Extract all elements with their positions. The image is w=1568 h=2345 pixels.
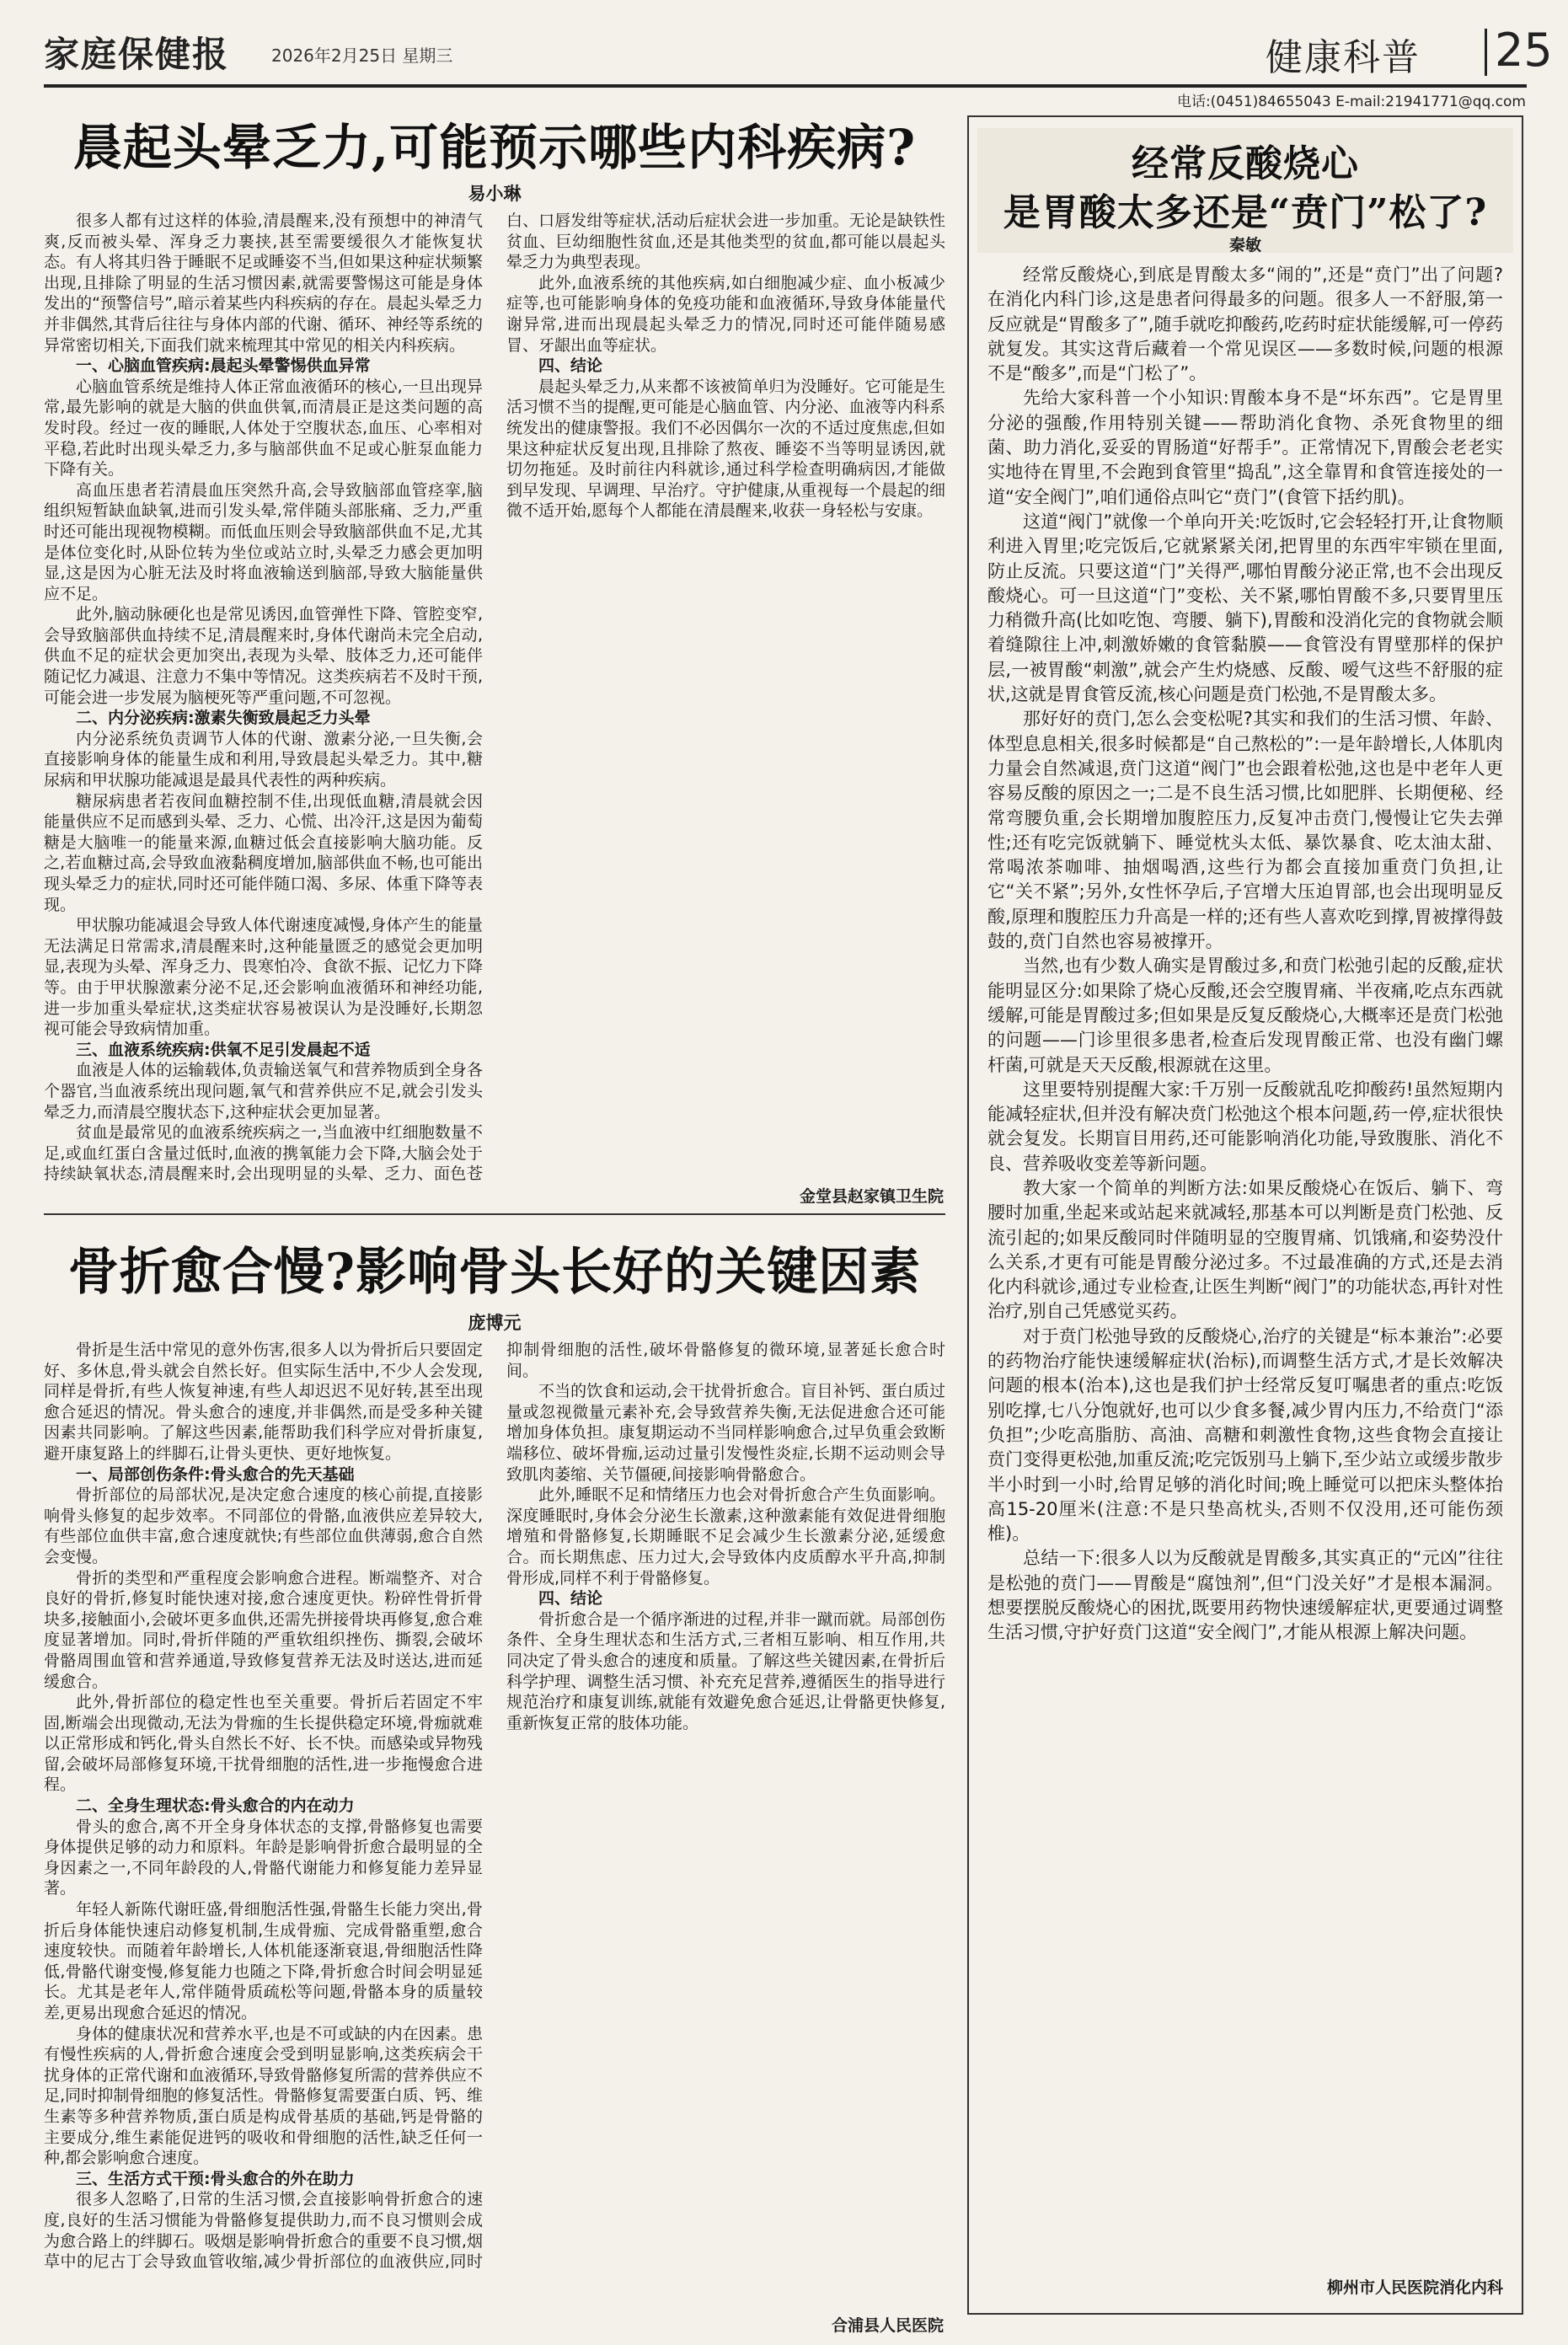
article1-source: 金堂县赵家镇卫生院 [799,1187,944,1206]
article1-paragraph: 此外,脑动脉硬化也是常见诱因,血管弹性下降、管腔变窄,会导致脑部供血持续不足,清晨醒来时,身体代谢尚未完全启动,供血不足的症状会更加突出,表现为头晕、肢体乏力,还可能伴随记忆力减退、注意力不集中等情况。这类疾病若不及时干预,可能会进一步发展为脑梗死等严重问题,不可忽视。 [44,605,483,707]
article2-paragraph: 此外,睡眠不足和情绪压力也会对骨折愈合产生负面影响。深度睡眠时,身体会分泌生长激素,这种激素能有效促进骨细胞增殖和骨骼修复,长期睡眠不足会减少生长激素分泌,延缓愈合。而长期焦虑、压力过大,会导致体内皮质醇水平升高,抑制骨形成,同样不利于骨骼修复。 [506,1486,945,1587]
article3-paragraph: 当然,也有少数人确实是胃酸过多,和贲门松弛引起的反酸,症状能明显区分:如果除了烧心反酸,还会空腹胃痛、半夜痛,吃点东西就缓解,可能是胃酸过多;但如果是反复反酸烧心,大概率还是贲门松弛的问题——门诊里很多患者,检查后发现胃酸正常、也没有幽门螺杆菌,可就是天天反酸,根源就在这里。 [987,956,1503,1075]
article3-paragraph: 教大家一个简单的判断方法:如果反酸烧心在饭后、躺下、弯腰时加重,坐起来或站起来就减轻,那基本可以判断是贲门松弛、反流引起的;如果反酸同时伴随明显的空腹胃痛、饥饿痛,和姿势没什么关系,才更有可能是胃酸分泌过多。不过最准确的方式,还是去消化内科就诊,通过专业检查,让医生判断“阀门”的功能状态,再针对性治疗,别自己凭感觉买药。 [987,1177,1503,1322]
page-number: 25 [1495,24,1553,77]
article1-paragraph: 贫血是最常见的血液系统疾病之一,当血液中红细胞数量不足,或血红蛋白含量过低时,血液的携氧能力会下降,大脑会处于持续缺氧状态,清晨醒来时,会出现明显的头晕、乏力、面色苍白、口唇发绀等症状,活动后症状会进一步加重。无论是缺铁性贫血、巨幼细胞性贫血,还是其他类型的贫血,都可能以晨起头晕乏力为典型表现。 [44,211,945,1184]
newspaper-name: 家庭保健报 [44,34,230,75]
article2-paragraph: 骨头的愈合,离不开全身身体状态的支撑,骨骼修复也需要身体提供足够的动力和原料。年龄是影响骨折愈合最明显的全身因素之一,不同年龄段的人,骨骼代谢能力和修复能力差异显著。 [44,1817,483,1898]
article1-subheading: 二、内分泌疾病:激素失衡致晨起乏力头晕 [76,709,371,728]
article1-paragraph: 此外,血液系统的其他疾病,如白细胞减少症、血小板减少症等,也可能影响身体的免疫功能和血液循环,导致身体能量代谢异常,进而出现晨起头晕乏力的情况,同时还可能伴随易感冒、牙龈出血等症状。 [506,273,945,355]
article1-paragraph: 晨起头晕乏力,从来都不该被简单归为没睡好。它可能是生活习惯不当的提醒,更可能是心脑血管、内分泌、血液等内科系统发出的健康警报。我们不必因偶尔一次的不适过度焦虑,但如果这种症状反复出现,且排除了熬夜、睡姿不当等明显诱因,就切勿拖延。及时前往内科就诊,通过科学检查明确病因,才能做到早发现、早调理、早治疗。守护健康,从重视每一个晨起的细微不适开始,愿每个人都能在清晨醒来,收获一身轻松与安康。 [506,377,945,521]
article3-body [987,263,1503,2260]
article1-author: 易小琳 [468,184,522,204]
masthead [44,24,1553,84]
article2-body [44,1340,945,2309]
article2-subheading: 一、局部创伤条件:骨头愈合的先天基础 [76,1464,355,1484]
article3-author: 秦敏 [1228,236,1261,254]
masthead-separator [1485,29,1487,76]
section-title: 健康科普 [1266,36,1421,79]
article1-subheading: 一、心脑血管疾病:晨起头晕警惕供血异常 [76,356,371,376]
article2-paragraph: 不当的饮食和运动,会干扰骨折愈合。盲目补钙、蛋白质过量或忽视微量元素补充,会导致营养失衡,无法促进愈合还可能增加身体负担。康复期运动不当同样影响愈合,过早负重会致断端移位、破坏骨痂,运动过量引发慢性炎症,长期不运动则会导致肌肉萎缩、关节僵硬,间接影响骨骼愈合。 [506,1382,945,1484]
article1-subheading: 三、血液系统疾病:供氧不足引发晨起不适 [76,1040,371,1059]
article1-body [44,211,945,1197]
article3-paragraph: 经常反酸烧心,到底是胃酸太多“闹的”,还是“贲门”出了问题?在消化内科门诊,这是患者问得最多的问题。很多人一不舒服,第一反应就是“胃酸多了”,随手就吃抑酸药,吃药时症状能缓解,可一停药就复发。其实这背后藏着一个常见误区——多数时候,问题的根源不是“酸多”,而是“门松了”。 [987,265,1503,384]
article1-paragraph: 很多人都有过这样的体验,清晨醒来,没有预想中的神清气爽,反而被头晕、浑身乏力裹挟,甚至需要缓很久才能恢复状态。有人将其归咎于睡眠不足或睡姿不当,但如果这种症状频繁出现,且排除了明显的生活习惯因素,就需要警惕这可能是身体发出的“预警信号”,暗示着某些内科疾病的存在。晨起头晕乏力并非偶然,其背后往往与身体内部的代谢、循环、神经等系统的异常密切相关,下面我们就来梳理其中常见的相关内科疾病。 [44,211,483,355]
article1-paragraph: 血液是人体的运输载体,负责输送氧气和营养物质到全身各个器官,当血液系统出现问题,氧气和营养供应不足,就会引发头晕乏力,而清晨空腹状态下,这种症状会更加显著。 [44,1061,483,1122]
article2-subheading: 四、结论 [538,1589,603,1609]
masthead-rule [44,84,1527,88]
article3-title-line1: 经常反酸烧心 [1132,142,1359,185]
article2-paragraph: 身体的健康状况和营养水平,也是不可或缺的内在因素。患有慢性疾病的人,骨折愈合速度会受到明显影响,这类疾病会干扰身体的正常代谢和血液循环,导致骨骼修复所需的营养供应不足,同时抑制骨细胞的修复活性。骨骼修复需要蛋白质、钙、维生素等多种营养物质,蛋白质是构成骨基质的基础,钙是骨骼的主要成分,维生素能促进钙的吸收和骨细胞的活性,缺乏任何一种,都会影响愈合速度。 [44,2024,483,2168]
article3-title-line2: 是胃酸太多还是“贲门”松了? [1003,191,1488,234]
article1-paragraph: 内分泌系统负责调节人体的代谢、激素分泌,一旦失衡,会直接影响身体的能量生成和利用,导致晨起头晕乏力。其中,糖尿病和甲状腺功能减退是最具代表性的两种疾病。 [44,729,483,790]
article1-paragraph: 甲状腺功能减退会导致人体代谢速度减慢,身体产生的能量无法满足日常需求,清晨醒来时,这种能量匮乏的感觉会更加明显,表现为头晕、浑身乏力、畏寒怕冷、食欲不振、记忆力下降等。由于甲状腺激素分泌不足,还会影响血液循环和神经功能,进一步加重头晕症状,这类症状容易被误认为是没睡好,长期忽视可能会导致病情加重。 [44,916,483,1039]
article2-author: 庞博元 [468,1313,522,1333]
article2-title: 骨折愈合慢?影响骨头长好的关键因素 [67,1243,922,1302]
article3-paragraph: 总结一下:很多人以为反酸就是胃酸多,其实真正的“元凶”往往是松弛的贲门——胃酸是“腐蚀剂”,但“门没关好”才是根本漏洞。想要摆脱反酸烧心的困扰,既要用药物快速缓解症状,更要通过调整生活习惯,守护好贲门这道“安全阀门”,才能从根源上解决问题。 [987,1548,1503,1643]
article1-paragraph: 心脑血管系统是维持人体正常血液循环的核心,一旦出现异常,最先影响的就是大脑的供血供氧,而清晨正是这类问题的高发时段。经过一夜的睡眠,人体处于空腹状态,血压、心率相对平稳,若此时出现头晕乏力,多与脑部供血不足或心脏泵血能力下降有关。 [44,377,483,479]
article1-subheading: 四、结论 [538,356,603,376]
article3-paragraph: 这道“阀门”就像一个单向开关:吃饭时,它会轻轻打开,让食物顺利进入胃里;吃完饭后,它就紧紧关闭,把胃里的东西牢牢锁在里面,防止反流。只要这道“门”关得严,哪怕胃酸分泌正常,也不会出现反酸烧心。可一旦这道“门”变松、关不紧,哪怕胃酸不多,只要胃里压力稍微升高(比如吃饱、弯腰、躺下),胃酸和没消化完的食物就会顺着缝隙往上冲,刺激娇嫩的食管黏膜——食管没有胃壁那样的保护层,一被胃酸“刺激”,就会产生灼烧感、反酸、嗳气这些不舒服的症状,这就是胃食管反流,核心问题是贲门松弛,不是胃酸太多。 [987,511,1503,705]
article2-paragraph: 骨折部位的局部状况,是决定愈合速度的核心前提,直接影响骨头修复的起步效率。不同部位的骨骼,血液供应差异较大,有些部位血供丰富,愈合速度就快;有些部位血供薄弱,愈合自然会变慢。 [44,1486,483,1566]
article3-paragraph: 这里要特别提醒大家:千万别一反酸就乱吃抑酸药!虽然短期内能减轻症状,但并没有解决贲门松弛这个根本问题,药一停,症状很快就会复发。长期盲目用药,还可能影响消化功能,导致腹胀、消化不良、营养吸收变差等新问题。 [987,1079,1503,1174]
issue-date: 2026年2月25日 星期三 [271,46,453,66]
article2-paragraph: 骨折愈合是一个循序渐进的过程,并非一蹴而就。局部创伤条件、全身生理状态和生活方式,三者相互影响、相互作用,共同决定了骨头愈合的速度和质量。了解这些关键因素,在骨折后科学护理、调整生活习惯、补充充足营养,遵循医生的指导进行规范治疗和康复训练,就能有效避免愈合延迟,让骨骼更快修复,重新恢复正常的肢体功能。 [506,1609,945,1732]
article1-paragraph: 糖尿病患者若夜间血糖控制不佳,出现低血糖,清晨就会因能量供应不足而感到头晕、乏力、心慌、出冷汗,这是因为葡萄糖是大脑唯一的能量来源,血糖过低会直接影响大脑功能。反之,若血糖过高,会导致血液黏稠度增加,脑部供血不畅,也可能出现头晕乏力的症状,同时还可能伴随口渴、多尿、体重下降等表现。 [44,791,483,914]
article1-title: 晨起头晕乏力,可能预示哪些内科疾病? [72,119,917,176]
contact-info: 电话:(0451)84655043 E-mail:21941771@qq.com [1176,94,1526,110]
article2-subheading: 二、全身生理状态:骨头愈合的内在动力 [76,1796,355,1816]
article2-source: 合浦县人民医院 [831,2316,944,2335]
article2-paragraph: 骨折是生活中常见的意外伤害,很多人以为骨折后只要固定好、多休息,骨头就会自然长好。但实际生活中,不少人会发现,同样是骨折,有些人恢复神速,有些人却迟迟不见好转,甚至出现愈合延迟的情况。骨头愈合的速度,并非偶然,而是受多种关键因素共同影响。了解这些因素,能帮助我们科学应对骨折康复,避开康复路上的绊脚石,让骨头更快、更好地恢复。 [44,1341,483,1463]
article3-paragraph: 先给大家科普一个小知识:胃酸本身不是“坏东西”。它是胃里分泌的强酸,作用特别关键——帮助消化食物、杀死食物里的细菌、助力消化,妥妥的胃肠道“好帮手”。正常情况下,胃酸会老老实实地待在胃里,不会跑到食管里“捣乱”,这全靠胃和食管连接处的一道“安全阀门”,咱们通俗点叫它“贲门”(食管下括约肌)。 [987,388,1503,507]
article2-paragraph: 很多人忽略了,日常的生活习惯,会直接影响骨折愈合的速度,良好的生活习惯能为骨骼修复提供助力,而不良习惯则会成为愈合路上的绊脚石。吸烟是影响骨折愈合的重要不良习惯,烟草中的尼古丁会导致血管收缩,减少骨折部位的血液供应,同时抑制骨细胞的活性,破坏骨骼修复的微环境,显著延长愈合时间。 [44,1341,945,2272]
article2-paragraph: 此外,骨折部位的稳定性也至关重要。骨折后若固定不牢固,断端会出现微动,无法为骨痂的生长提供稳定环境,骨痂就难以正常形成和钙化,骨头自然长不好、长不快。而感染或异物残留,会破坏局部修复环境,干扰骨细胞的活性,进一步拖慢愈合进程。 [44,1693,483,1795]
article-divider [44,1213,945,1215]
article3-paragraph: 对于贲门松弛导致的反酸烧心,治疗的关键是“标本兼治”:必要的药物治疗能快速缓解症状(治标),而调整生活方式,才是长效解决问题的根本(治本),这也是我们护士经常反复叮嘱患者的重点:吃饭别吃撑,七八分饱就好,也可以少食多餐,减少胃内压力,不给贲门“添负担”;少吃高脂肪、高油、高糖和刺激性食物,这些食物会直接让贲门变得更松弛,加重反流;吃完饭别马上躺下,至少站立或缓步散步半小时到一小时,给胃足够的消化时间;晚上睡觉可以把床头整体抬高15-20厘米(注意:不是只垫高枕头,否则不仅没用,还可能伤颈椎)。 [987,1325,1503,1545]
article3-paragraph: 那好好的贲门,怎么会变松呢?其实和我们的生活习惯、年龄、体型息息相关,很多时候都是“自己熬松的”:一是年龄增长,人体肌肉力量会自然减退,贲门这道“阀门”也会跟着松弛,这也是中老年人更容易反酸的原因之一;二是不良生活习惯,比如肥胖、长期便秘、经常弯腰负重,会长期增加腹腔压力,反复冲击贲门,慢慢让它失去弹性;还有吃完饭就躺下、睡觉枕头太低、暴饮暴食、吃太油太甜、常喝浓茶咖啡、抽烟喝酒,这些行为都会直接加重贲门负担,让它“关不紧”;另外,女性怀孕后,子宫增大压迫胃部,也会出现明显反酸,原理和腹腔压力升高是一样的;还有些人喜欢吃到撑,胃被撑得鼓鼓的,贲门自然也容易被撑开。 [987,709,1503,952]
article2-paragraph: 骨折的类型和严重程度会影响愈合进程。断端整齐、对合良好的骨折,修复时能快速对接,愈合速度更快。粉碎性骨折骨块多,接触面小,会破坏更多血供,还需先拼接骨块再修复,愈合难度显著增加。同时,骨折伴随的严重软组织挫伤、撕裂,会破坏骨骼周围血管和营养通道,导致修复营养无法及时送达,进而延缓愈合。 [44,1568,483,1691]
article3-source: 柳州市人民医院消化内科 [1326,2278,1503,2297]
article1-paragraph: 高血压患者若清晨血压突然升高,会导致脑部血管痉挛,脑组织短暂缺血缺氧,进而引发头晕,常伴随头部胀痛、乏力,严重时还可能出现视物模糊。而低血压则会导致脑部供血不足,尤其是体位变化时,从卧位转为坐位或站立时,头晕乏力感会更加明显,这是因为心脏无法及时将血液输送到脑部,导致大脑能量供应不足。 [44,480,483,603]
article2-paragraph: 年轻人新陈代谢旺盛,骨细胞活性强,骨骼生长能力突出,骨折后身体能快速启动修复机制,生成骨痂、完成骨骼重塑,愈合速度较快。而随着年龄增长,人体机能逐渐衰退,骨细胞活性降低,骨骼代谢变慢,修复能力也随之下降,骨折愈合时间会明显延长。尤其是老年人,常伴随骨质疏松等问题,骨骼本身的质量较差,更易出现愈合延迟的情况。 [44,1900,483,2022]
article2-subheading: 三、生活方式干预:骨头愈合的外在助力 [76,2169,355,2188]
